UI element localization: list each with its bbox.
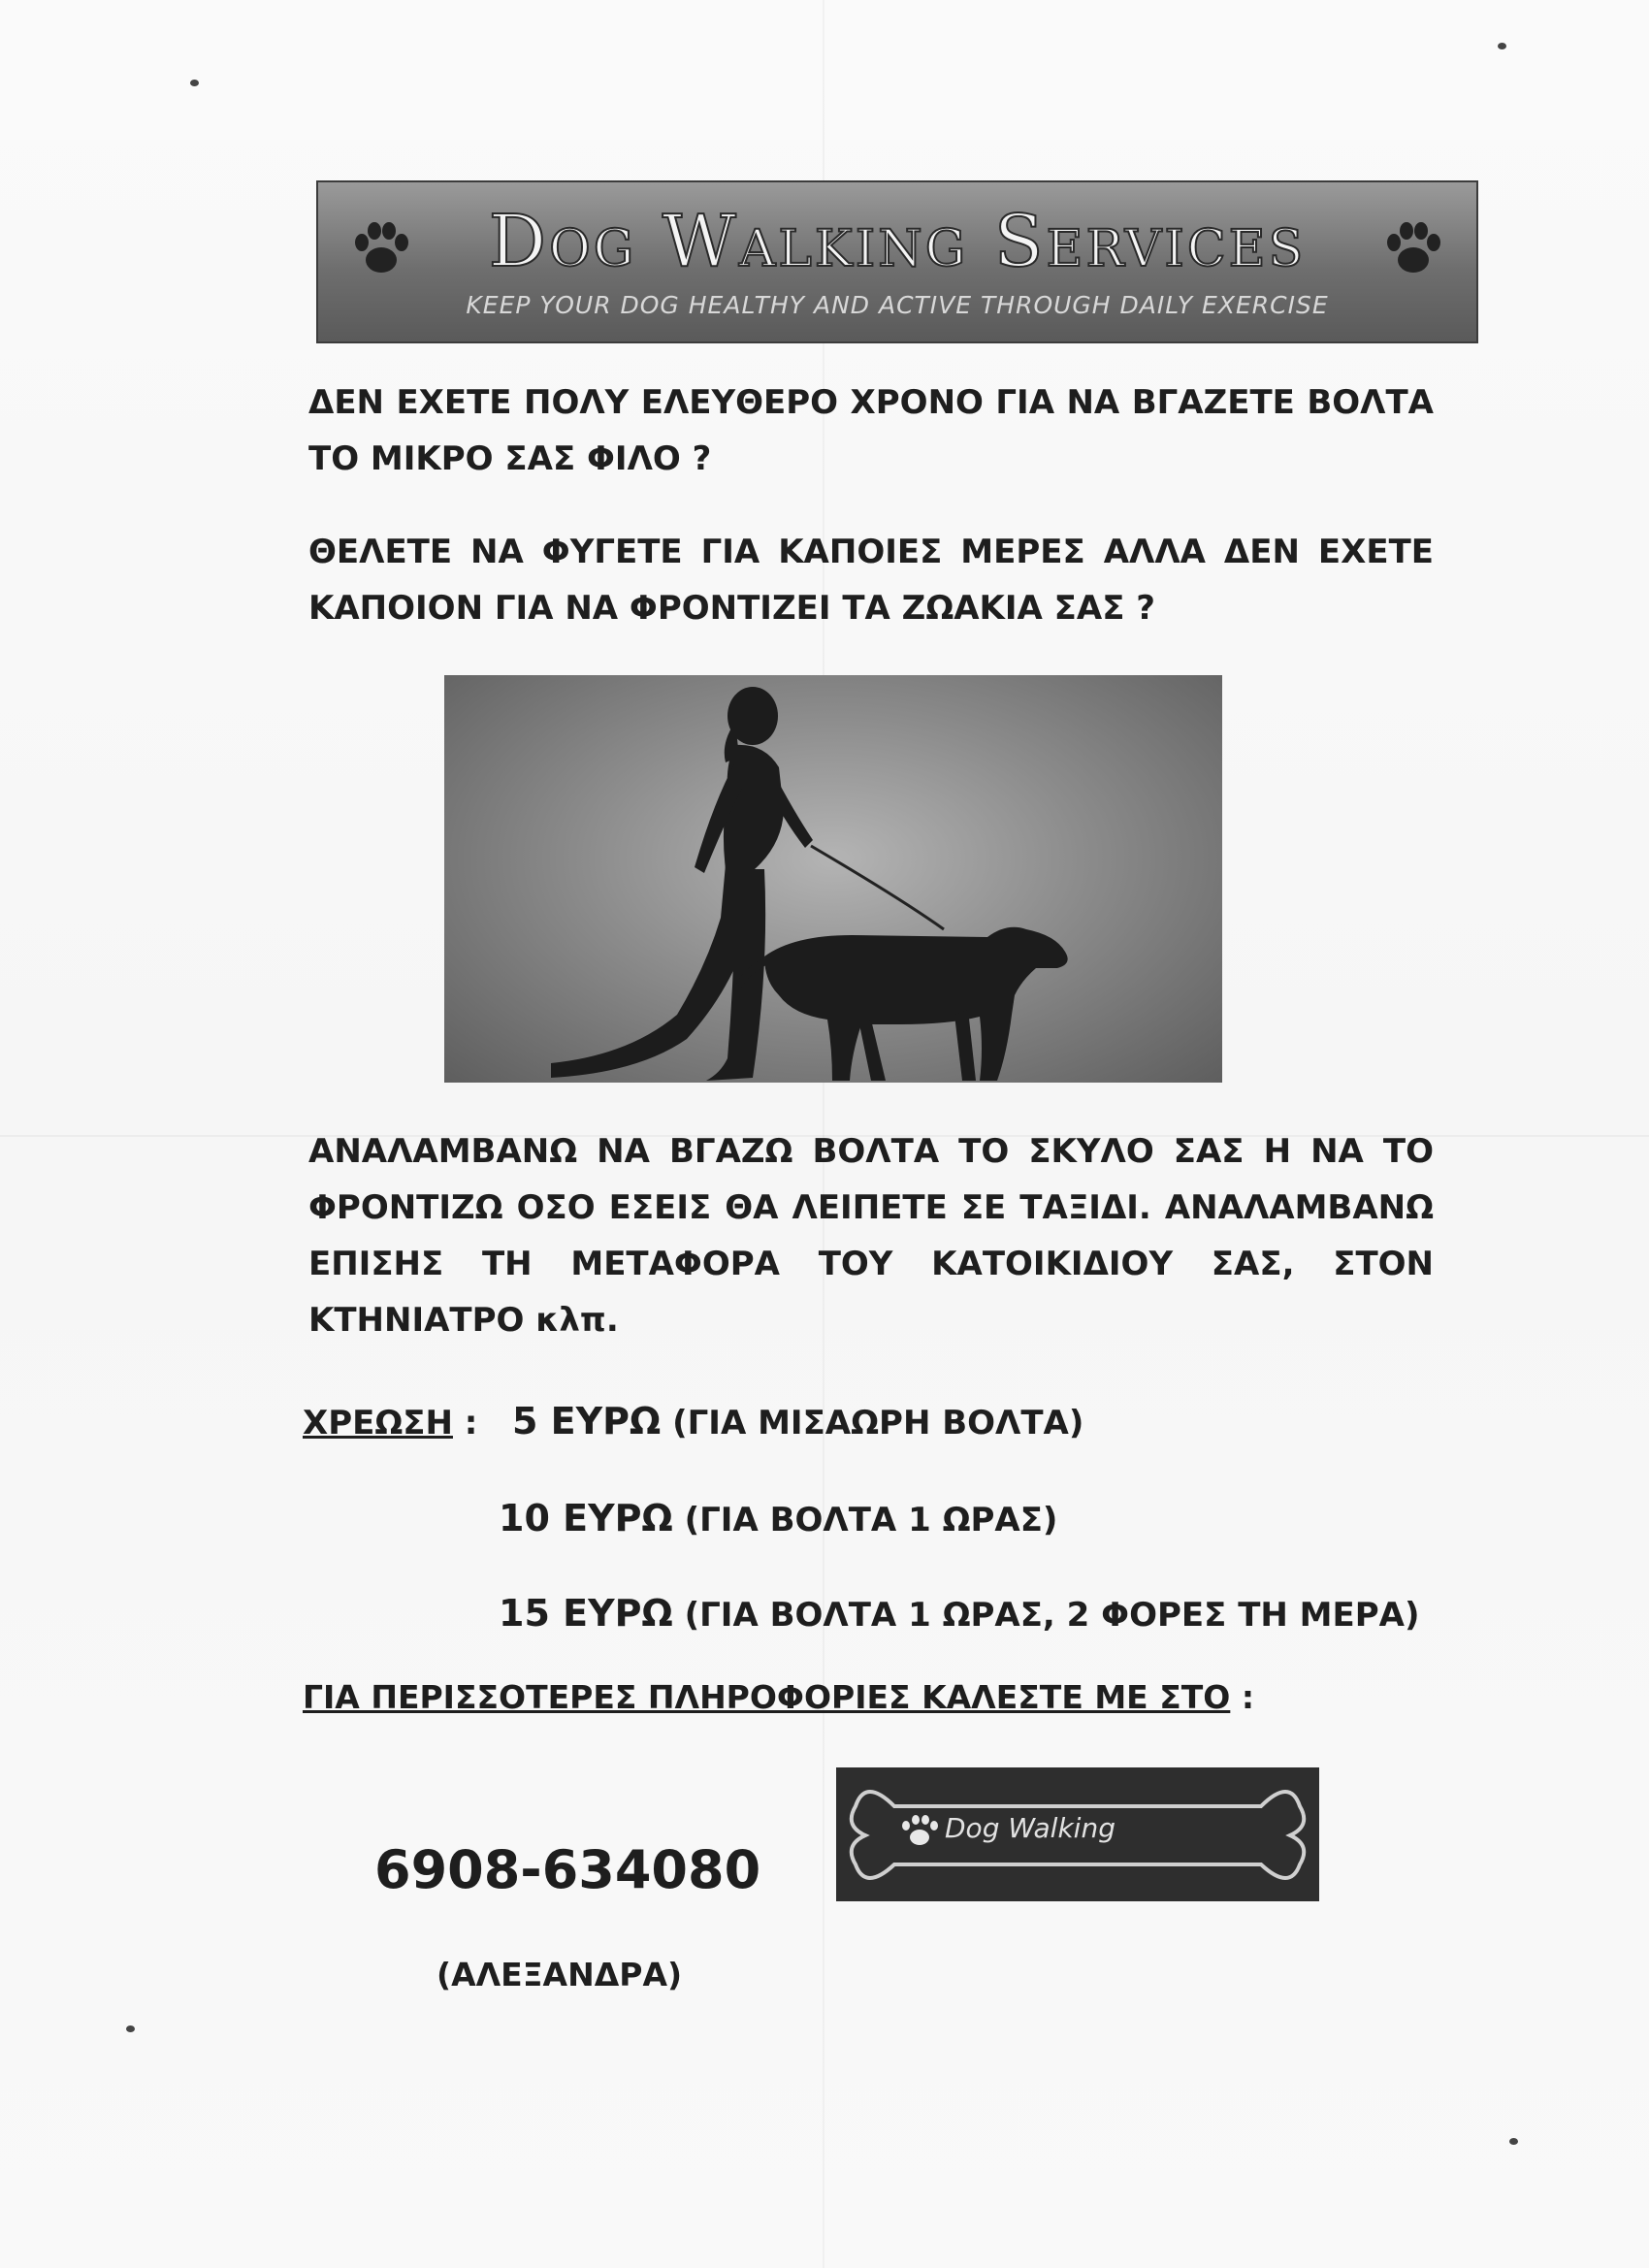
contact-label: [303, 1678, 1254, 1716]
pricing-label: ΧΡΕΩΣΗ: [303, 1404, 453, 1442]
price-amount: 10 ΕΥΡΩ: [499, 1497, 673, 1539]
paper-speck: [126, 2025, 135, 2032]
contact-label-suffix: :: [1230, 1678, 1255, 1716]
pricing-row-2: [499, 1494, 1057, 1544]
paper-speck: [1498, 43, 1506, 49]
contact-name: (ΑΛΕΞΑΝΔΡΑ): [436, 1956, 683, 1993]
price-detail: (ΓΙΑ ΜΙΣΑΩΡΗ ΒΟΛΤΑ): [672, 1404, 1084, 1442]
intro-question-1: ΔΕΝ ΕΧΕΤΕ ΠΟΛΥ ΕΛΕΥΘΕΡΟ ΧΡΟΝΟ ΓΙΑ ΝΑ ΒΓΑΖΕΤΕ ΒΟΛΤΑ ΤΟ ΜΙΚΡΟ ΣΑΣ ΦΙΛΟ ?: [308, 383, 1434, 478]
pricing-row-3: [499, 1589, 1420, 1639]
pricing-separator: :: [464, 1404, 478, 1442]
price-amount: 5 ΕΥΡΩ: [511, 1400, 662, 1442]
phone-number[interactable]: 6908-634080: [374, 1839, 761, 1900]
header-banner: [316, 180, 1478, 343]
dog-walking-photo: [444, 675, 1222, 1083]
banner-title: Dog Walking Services: [488, 200, 1307, 283]
logo-text: Dog Walking: [945, 1812, 1116, 1844]
paper-speck: [1509, 2138, 1518, 2145]
pricing-row-1: [303, 1397, 1083, 1447]
banner-subtitle: KEEP YOUR DOG HEALTHY AND ACTIVE THROUGH DAILY EXERCISE: [466, 291, 1329, 319]
intro-question-2: ΘΕΛΕΤΕ ΝΑ ΦΥΓΕΤΕ ΓΙΑ ΚΑΠΟΙΕΣ ΜΕΡΕΣ ΑΛΛΑ ΔΕΝ ΕΧΕΤΕ ΚΑΠΟΙΟΝ ΓΙΑ ΝΑ ΦΡΟΝΤΙΖΕΙ ΤΑ ΖΩΑΚΙΑ ΣΑΣ ?: [308, 533, 1434, 628]
dog-walking-logo: [836, 1767, 1319, 1901]
woman-walking-dog-silhouette-icon: [444, 675, 1222, 1083]
price-detail: (ΓΙΑ ΒΟΛΤΑ 1 ΩΡΑΣ): [684, 1501, 1058, 1539]
contact-label-text: ΓΙΑ ΠΕΡΙΣΣΟΤΕΡΕΣ ΠΛΗΡΟΦΟΡΙΕΣ ΚΑΛΕΣΤΕ ΜΕ ΣΤΟ: [303, 1678, 1231, 1716]
price-detail: (ΓΙΑ ΒΟΛΤΑ 1 ΩΡΑΣ, 2 ΦΟΡΕΣ ΤΗ ΜΕΡΑ): [684, 1596, 1420, 1635]
price-amount: 15 ΕΥΡΩ: [499, 1592, 673, 1635]
paper-speck: [190, 80, 199, 86]
offer-text: ΑΝΑΛΑΜΒΑΝΩ ΝΑ ΒΓΑΖΩ ΒΟΛΤΑ ΤΟ ΣΚΥΛΟ ΣΑΣ Η ΝΑ ΤΟ ΦΡΟΝΤΙΖΩ ΟΣΟ ΕΣΕΙΣ ΘΑ ΛΕΙΠΕΤΕ ΣΕ ΤΑΞΙΔΙ. ΑΝΑΛΑΜΒΑΝΩ ΕΠΙΣΗΣ ΤΗ ΜΕΤΑΦΟΡΑ ΤΟΥ ΚΑΤΟΙΚΙΔΙΟΥ ΣΑΣ, ΣΤΟΝ ΚΤΗΝΙΑΤΡΟ κλπ.: [308, 1132, 1434, 1340]
